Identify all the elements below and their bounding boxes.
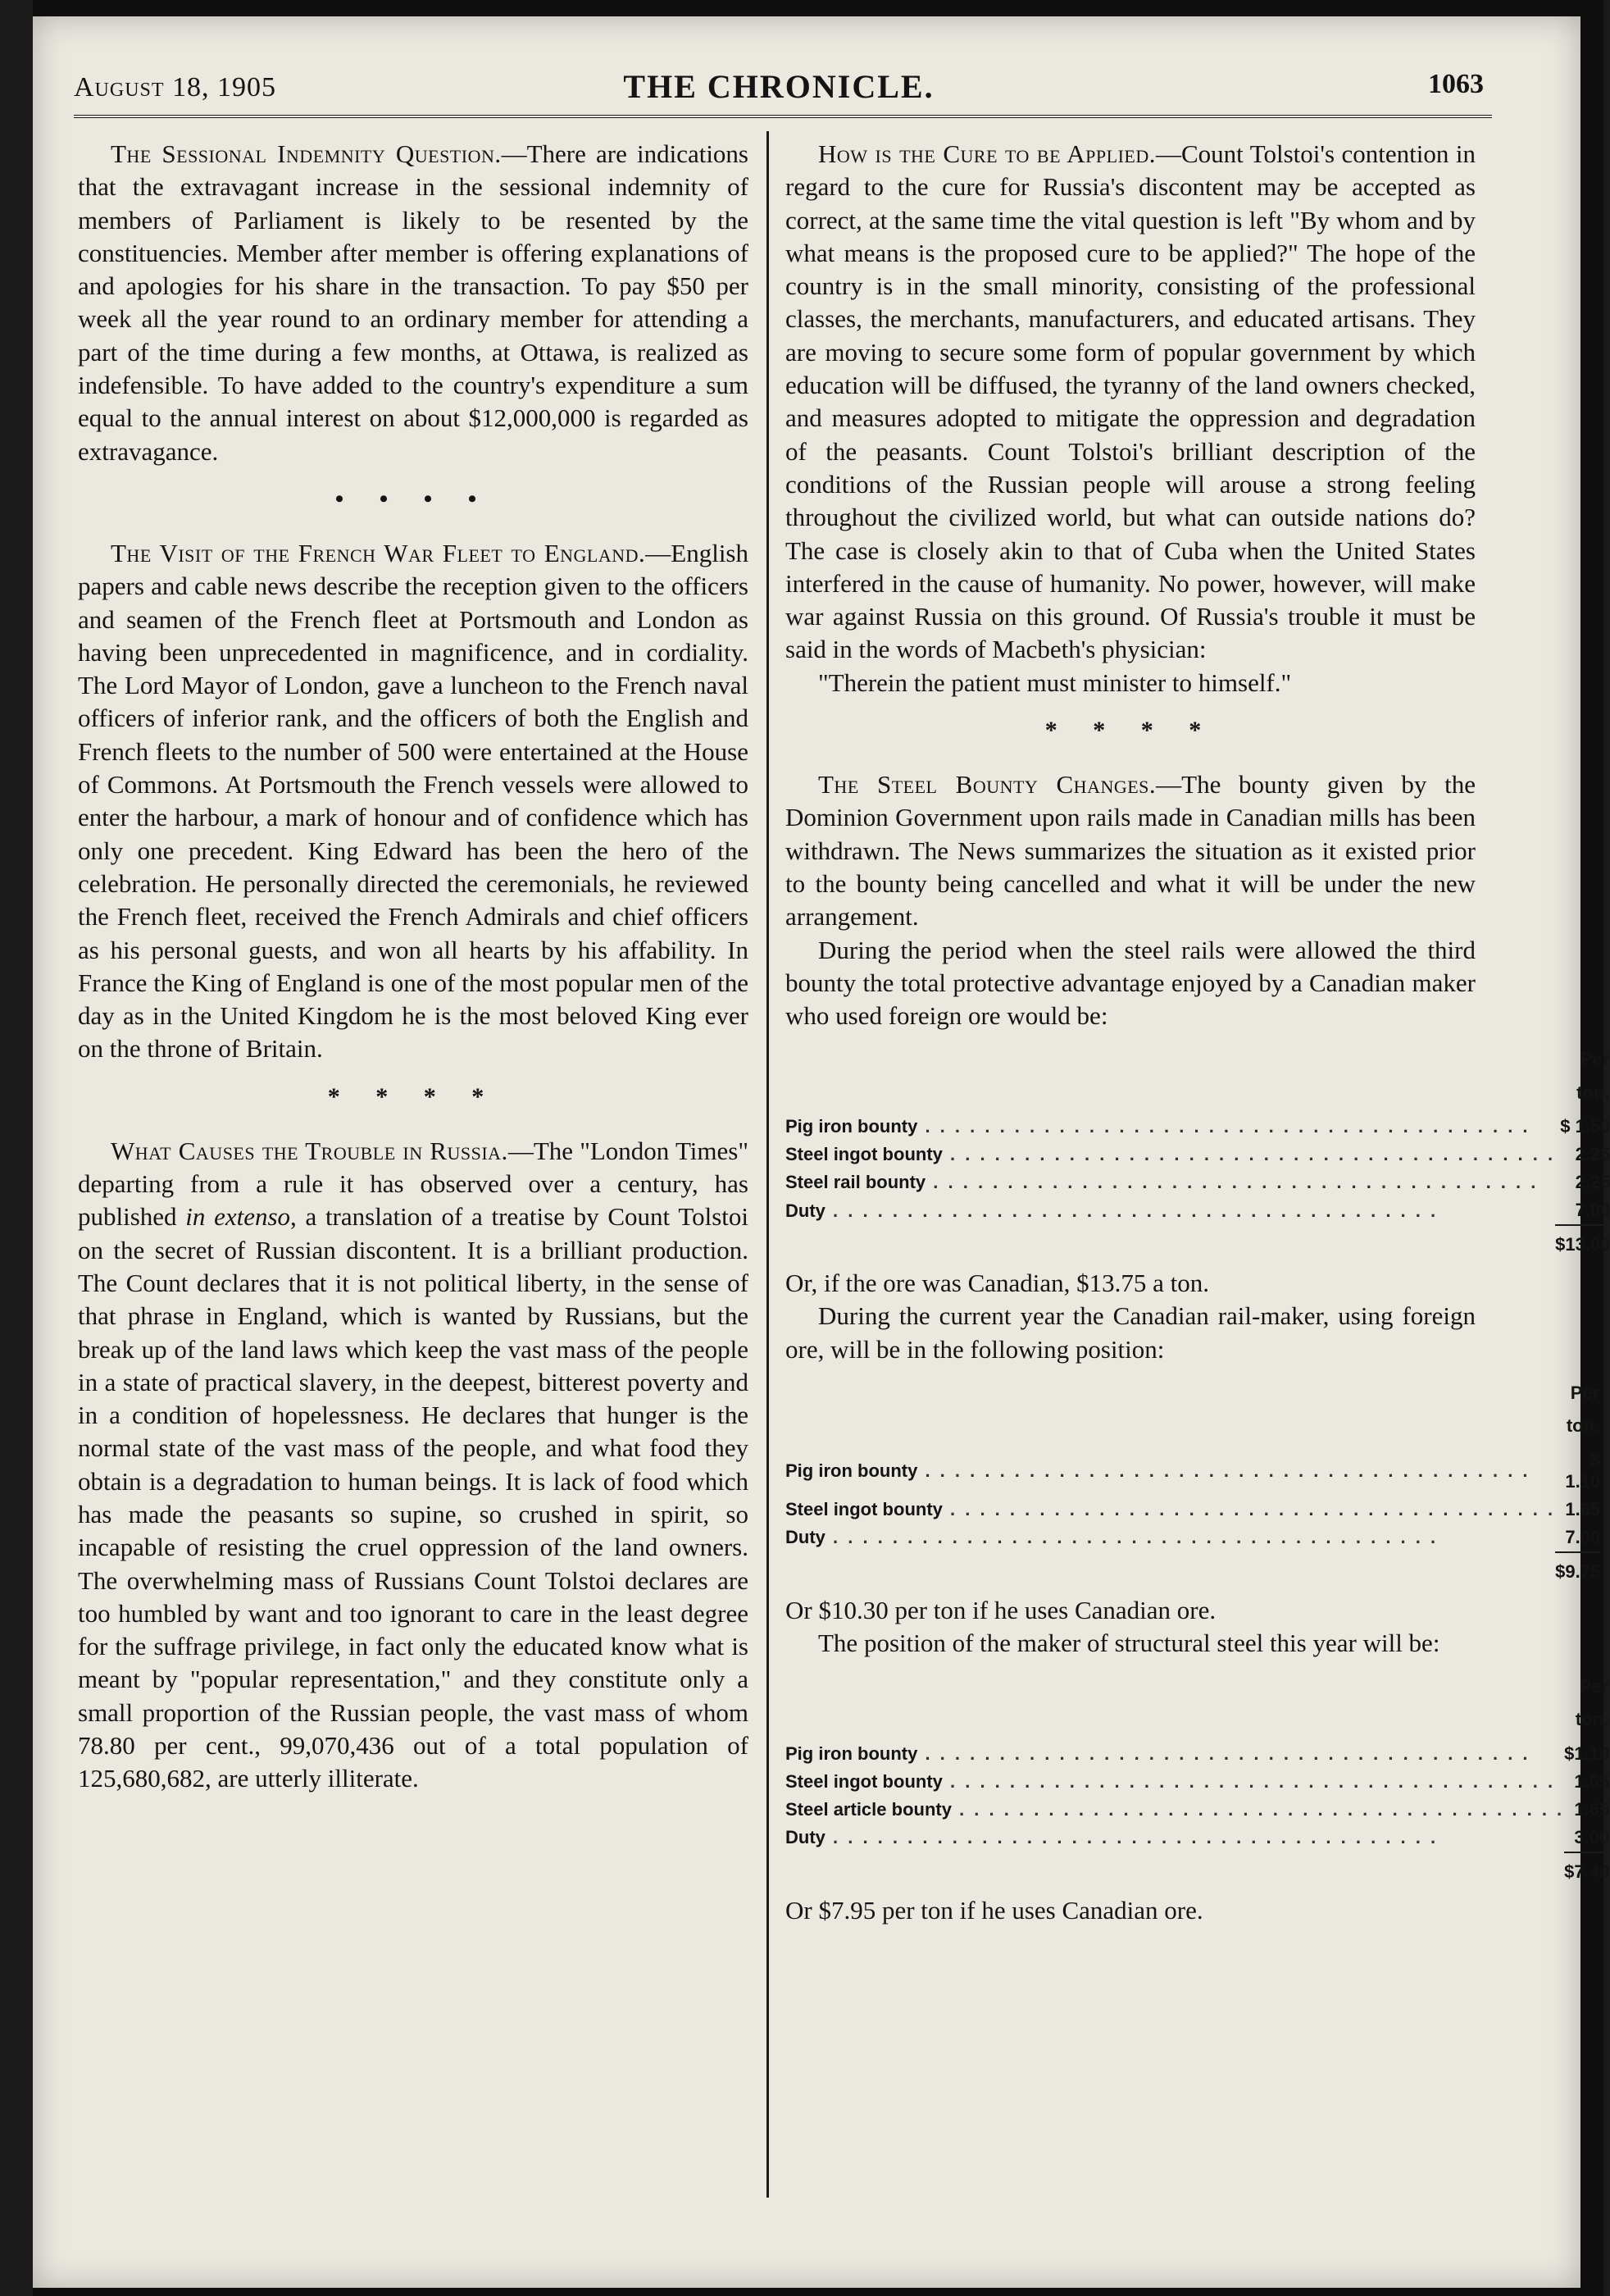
article-french-fleet: [78, 537, 748, 1066]
table-row: [785, 1740, 1609, 1768]
publication-title: THE CHRONICLE.: [623, 68, 935, 105]
row-label-text: Pig iron bounty: [785, 1116, 918, 1137]
section-separator: * * * *: [1044, 717, 1217, 745]
row-amount: $ 1.50: [1560, 1116, 1610, 1137]
article-heading: How is the Cure to be Applied.: [818, 139, 1156, 168]
table-row: [785, 1113, 1610, 1141]
row-label-text: Duty: [785, 1827, 825, 1848]
table-unit-header: Per ton.: [1566, 1382, 1600, 1437]
row-label: [785, 1196, 1555, 1225]
table-unit-header: Per ton.: [1575, 1676, 1609, 1730]
row-amount: 1.65: [1574, 1770, 1610, 1792]
row-label-text: Steel rail bounty: [785, 1172, 926, 1193]
row-amount: 7.00: [1575, 1200, 1610, 1221]
table-row: [785, 1524, 1600, 1552]
table-total-row: [785, 1852, 1609, 1886]
total-amount: $9.75: [1555, 1552, 1600, 1586]
section-separator: • • • •: [334, 485, 492, 512]
bounty-table-2: [785, 1376, 1600, 1586]
leader-dots: . . . . . . . . . . . . . . . . . . . . . . . . . . . . . . . . . . . . . . . . .: [942, 1498, 1556, 1519]
table-header-row: [785, 1670, 1609, 1740]
paragraph-current-year: During the current year the Canadian rail-maker, using foreign ore, will be in the following position:: [785, 1301, 1476, 1364]
leader-dots: . . . . . . . . . . . . . . . . . . . . . . . . . . . . . . . . . . . . . . . . .: [917, 1460, 1530, 1481]
row-amount: 7.00: [1565, 1526, 1601, 1547]
row-label: [785, 1168, 1555, 1196]
table-total-row: [785, 1225, 1610, 1259]
bounty-table-3: [785, 1670, 1609, 1886]
row-label: [785, 1740, 1564, 1768]
paragraph-canadian-ore-2: Or $10.30 per ton if he uses Canadian ore.: [785, 1595, 1217, 1624]
table-header-spacer: [785, 1670, 1564, 1740]
table-row: [785, 1141, 1610, 1168]
row-amount: 2.25: [1575, 1144, 1610, 1165]
article-body: —There are indications that the extravagant increase in the sessional indemnity of members of Parliament is likely to be resented by the constituencies. Member after member is offering explanations of and apologies for his share in the transaction. To pay $50 per week all the year round to an ordinary member for attending a part of the time during a few months, at Ottawa, is realized as indefensible. To have added to the country's expenditure a sum equal to the annual interest on about $12,000,000 is regarded as extravagance.: [78, 139, 748, 466]
article-heading: The Steel Bounty Changes.: [818, 770, 1157, 800]
leader-dots: . . . . . . . . . . . . . . . . . . . . . . . . . . . . . . . . . . . . . . . . .: [942, 1770, 1556, 1792]
article-heading: The Sessional Indemnity Question.: [111, 139, 502, 168]
article-heading: The Visit of the French War Fleet to England.: [111, 538, 646, 567]
row-amount: $ 1.10: [1565, 1449, 1601, 1492]
bounty-table-1: [785, 1042, 1610, 1259]
table-row: [785, 1496, 1600, 1524]
page-header: [74, 57, 1484, 115]
article-cure-applied: [785, 138, 1476, 667]
header-rule: [74, 115, 1492, 123]
row-label-text: Steel ingot bounty: [785, 1144, 943, 1165]
paragraph-canadian-ore-3: Or $7.95 per ton if he uses Canadian ore.: [785, 1895, 1203, 1925]
leader-dots: . . . . . . . . . . . . . . . . . . . . . . . . . . . . . . . . . . . . . . . . .: [825, 1827, 1439, 1848]
leader-dots: . . . . . . . . . . . . . . . . . . . . . . . . . . . . . . . . . . . . . . . . .: [825, 1200, 1439, 1221]
table-row: [785, 1168, 1610, 1196]
article-steel-bounty: [785, 768, 1476, 933]
total-amount: $13.00: [1555, 1225, 1610, 1259]
row-amount: 1.65: [1565, 1498, 1601, 1519]
row-label-text: Pig iron bounty: [785, 1742, 918, 1764]
total-spacer: [785, 1225, 1555, 1259]
row-amount: $1.10: [1564, 1742, 1610, 1764]
table-header-spacer: [785, 1042, 1555, 1113]
leader-dots: . . . . . . . . . . . . . . . . . . . . . . . . . . . . . . . . . . . . . . . . .: [825, 1527, 1439, 1547]
table-row: [785, 1196, 1610, 1225]
row-label: [785, 1796, 1564, 1824]
article-body: —English papers and cable news describe the reception given to the officers and seamen of the French fleet at Portsmouth and London as having been unprecedented in magnificence, and in cordiality. The Lord Mayor of London, gave a luncheon to the French naval officers of inferior rank, and the officers of both the English and French fleets to the number of 500 were entertained at the House of Commons. At Portsmouth the French vessels were allowed to enter the harbour, a mark of honour and of confidence which has only one precedent. King Edward has been the hero of the celebration. He personally directed the ceremonials, he reviewed the French fleet, received the French Admirals and chief officers as his personal guests, and won all hearts by his affability. In France the King of England is one of the most popular men of the day as in the United Kingdom he is the most beloved King ever on the throne of Britain.: [78, 538, 748, 1064]
scan-border-left: [0, 0, 33, 2296]
row-label-text: Steel ingot bounty: [785, 1770, 943, 1792]
table-header-row: [785, 1376, 1600, 1446]
article-sessional-indemnity: [78, 138, 748, 468]
article-italic-phrase: in extenso: [185, 1202, 291, 1232]
row-amount: 2.25: [1575, 1172, 1610, 1193]
table-header-row: [785, 1042, 1610, 1113]
issue-date: August 18, 1905: [74, 72, 277, 102]
row-label: [785, 1768, 1564, 1796]
table-unit-header: Per ton.: [1576, 1049, 1610, 1103]
leader-dots: . . . . . . . . . . . . . . . . . . . . . . . . . . . . . . . . . . . . . . . . .: [917, 1116, 1530, 1137]
row-label-text: Pig iron bounty: [785, 1460, 918, 1481]
paragraph-structural-steel: The position of the maker of structural steel this year will be:: [818, 1628, 1440, 1657]
article-body: —The "London Times" departing from a rule it has observed over a century, has published: [78, 1136, 749, 1232]
article-body: —The bounty given by the Dominion Government upon rails made in Canadian mills has been withdrawn. The News summarizes the situation as it existed prior to the bounty being cancelled and what it will be under the new arrangement.: [785, 770, 1476, 932]
row-label: [785, 1113, 1555, 1141]
paragraph-third-bounty: During the period when the steel rails were allowed the third bounty the total protective advantage enjoyed by a Canadian maker who used foreign ore would be:: [785, 935, 1476, 1031]
quotation: "Therein the patient must minister to himself.": [818, 667, 1292, 697]
paragraph-canadian-ore-1: Or, if the ore was Canadian, $13.75 a ton.: [785, 1269, 1210, 1298]
section-separator: * * * *: [327, 1082, 499, 1110]
leader-dots: . . . . . . . . . . . . . . . . . . . . . . . . . . . . . . . . . . . . . . . . .: [951, 1798, 1565, 1820]
leader-dots: . . . . . . . . . . . . . . . . . . . . . . . . . . . . . . . . . . . . . . . . .: [942, 1144, 1556, 1165]
page-number: 1063: [1428, 69, 1484, 99]
row-label: [785, 1496, 1555, 1524]
table-header-spacer: [785, 1376, 1555, 1446]
row-label-text: Steel article bounty: [785, 1798, 952, 1820]
row-label: [785, 1524, 1555, 1552]
total-spacer: [785, 1852, 1564, 1886]
table-row: [785, 1824, 1609, 1852]
row-label-text: Duty: [785, 1527, 825, 1547]
table-row: [785, 1446, 1600, 1496]
table-row: [785, 1796, 1609, 1824]
leader-dots: . . . . . . . . . . . . . . . . . . . . . . . . . . . . . . . . . . . . . . . . .: [917, 1742, 1530, 1764]
total-amount: $7.40: [1564, 1852, 1609, 1886]
total-spacer: [785, 1552, 1555, 1586]
leader-dots: . . . . . . . . . . . . . . . . . . . . . . . . . . . . . . . . . . . . . . . . .: [926, 1172, 1539, 1193]
row-label-text: Steel ingot bounty: [785, 1498, 943, 1519]
row-label: [785, 1824, 1564, 1852]
right-column: [748, 138, 1610, 1927]
table-row: [785, 1768, 1609, 1796]
row-amount: 3.00: [1574, 1826, 1610, 1847]
row-label-text: Duty: [785, 1200, 825, 1221]
article-heading: What Causes the Trouble in Russia.: [111, 1136, 508, 1165]
article-body: —Count Tolstoi's contention in regard to the cure for Russia's discontent may be accepted as correct, at the same time the vital question is left "By whom and by what means is the proposed cure to be applied?" The hope of the country is in the small minority, consisting of the professional classes, the merchants, manufacturers, and educated artisans. They are moving to secure some form of popular government by which education will be diffused, the tyranny of the land owners checked, and measures adopted to mitigate the oppression and degradation of the peasants. Count Tolstoi's brilliant description of the conditions of the Russian people will arouse a strong feeling throughout the civilized world, but what can outside nations do? The case is closely akin to that of Cuba when the United States interfered in the cause of humanity. No power, however, will make war against Russia on this ground. Of Russia's trouble it must be said in the words of Macbeth's physician:: [785, 139, 1476, 664]
row-label: [785, 1446, 1555, 1496]
table-total-row: [785, 1552, 1600, 1586]
article-trouble-in-russia: [78, 1135, 748, 1796]
row-amount: 1.65: [1574, 1798, 1610, 1820]
left-column: [78, 138, 748, 1796]
article-body-continued: , a translation of a treatise by Count Tolstoi on the secret of Russian discontent. It is a brilliant production. The Count declares that it is not political liberty, in the sense of that phrase in England, which is wanted by Russians, but the break up of the land laws which keep the vast mass of the people in a state of practical slavery, in the deepest, bitterest poverty and in a condition of hopelessness. He declares that hunger is the normal state of the vast mass of the people, and what food they obtain is a degradation to human beings. It is lack of food which has made the peasants so supine, so crushed in spirit, so incapable of resisting the cruel oppression of the land owners. The overwhelming mass of Russians Count Tolstoi declares are too humbled by want and too ignorant to care in the least degree for the suffrage privilege, in fact only the educated know what is meant by "popular representation," and they constitute only a small proportion of the Russian people, the vast mass of whom 78.80 per cent., 99,070,436 out of a total population of 125,680,682, are utterly illiterate.: [78, 1202, 748, 1793]
row-label: [785, 1141, 1555, 1168]
